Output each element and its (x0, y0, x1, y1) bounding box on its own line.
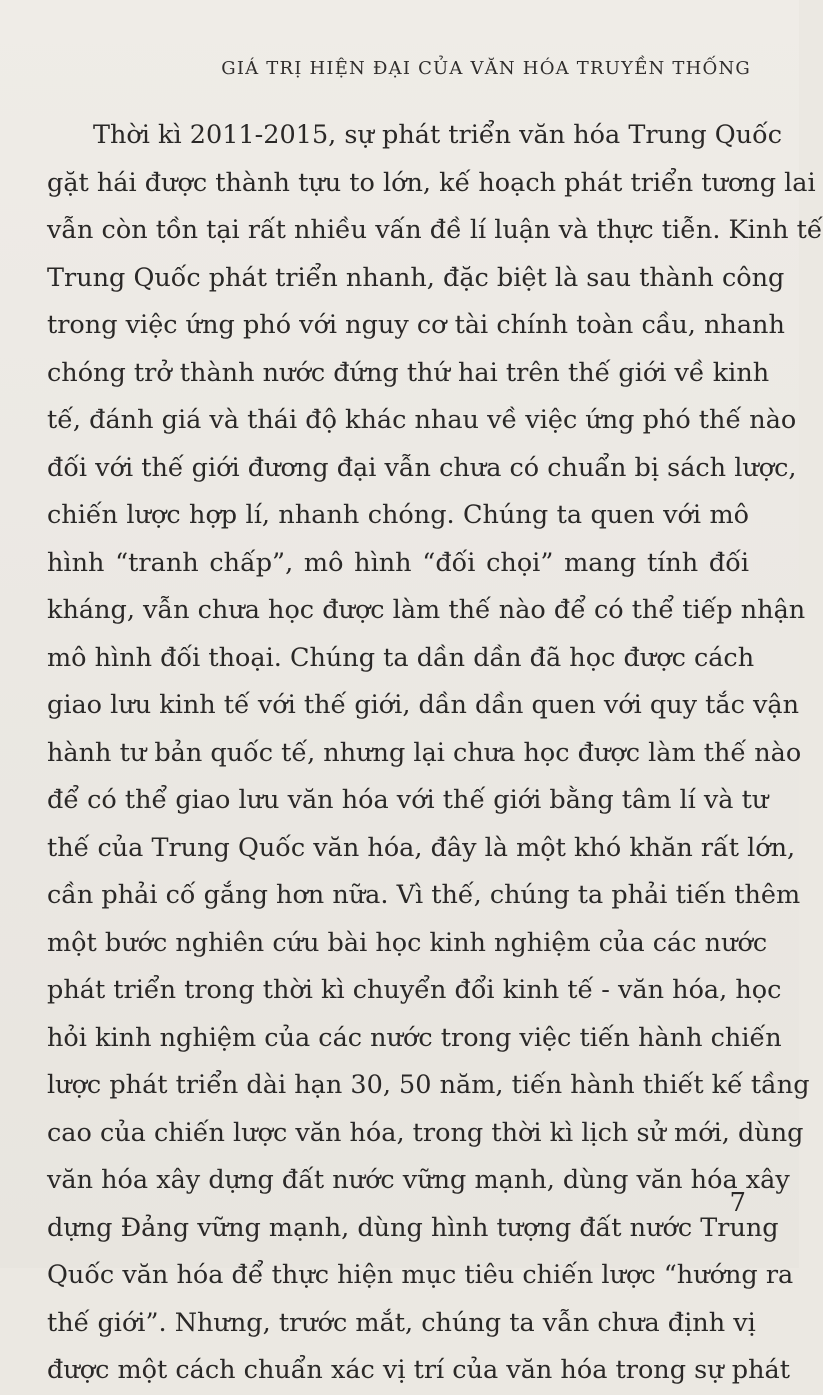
running-header: GIÁ TRỊ HIỆN ĐẠI CỦA VĂN HÓA TRUYỀN THỐNG (221, 58, 751, 79)
text-line: lược phát triển dài hạn 30, 50 năm, tiến hành thiết kế tầng (47, 1070, 810, 1100)
body-text (47, 112, 823, 1395)
text-line: văn hóa xây dựng đất nước vững mạnh, dùng văn hóa xây (47, 1165, 790, 1195)
page-number: 7 (729, 1188, 746, 1218)
text-line: dựng Đảng vững mạnh, dùng hình tượng đất nước Trung (47, 1212, 779, 1243)
text-line: trong việc ứng phó với nguy cơ tài chính toàn cầu, nhanh (47, 310, 785, 340)
text-line: hình “tranh chấp”, mô hình “đối chọi” mang tính đối (47, 547, 749, 578)
text-line: để có thể giao lưu văn hóa với thế giới bằng tâm lí và tư (47, 785, 769, 815)
text-line: gặt hái được thành tựu to lớn, kế hoạch phát triển tương lai (47, 167, 816, 198)
text-line: Quốc văn hóa để thực hiện mục tiêu chiến lược “hướng ra (47, 1260, 794, 1290)
text-line: được một cách chuẩn xác vị trí của văn hóa trong sự phát (47, 1355, 790, 1385)
text-line: thế giới”. Nhưng, trước mắt, chúng ta vẫn chưa định vị (47, 1307, 756, 1338)
text-line: giao lưu kinh tế với thế giới, dần dần quen với quy tắc vận (47, 690, 800, 720)
text-line: đối với thế giới đương đại vẫn chưa có chuẩn bị sách lược, (47, 452, 797, 483)
text-line: hỏi kinh nghiệm của các nước trong việc tiến hành chiến (47, 1022, 782, 1053)
text-line: thế của Trung Quốc văn hóa, đây là một khó khăn rất lớn, (47, 832, 796, 863)
text-line: chiến lược hợp lí, nhanh chóng. Chúng ta quen với mô (47, 500, 749, 530)
text-line: hành tư bản quốc tế, nhưng lại chưa học được làm thế nào (47, 737, 802, 768)
text-line: phát triển trong thời kì chuyển đổi kinh tế - văn hóa, học (47, 975, 782, 1005)
text-line: vẫn còn tồn tại rất nhiều vấn đề lí luận và thực tiễn. Kinh tế (47, 215, 823, 245)
text-line: mô hình đối thoại. Chúng ta dần dần đã học được cách (47, 642, 755, 673)
text-line: kháng, vẫn chưa học được làm thế nào để có thể tiếp nhận (47, 595, 806, 625)
text-line: một bước nghiên cứu bài học kinh nghiệm của các nước (47, 927, 768, 958)
text-line: chóng trở thành nước đứng thứ hai trên thế giới về kinh (47, 357, 770, 388)
text-line: Thời kì 2011-2015, sự phát triển văn hóa Trung Quốc (93, 120, 783, 150)
text-line: cần phải cố gắng hơn nữa. Vì thế, chúng ta phải tiến thêm (47, 880, 801, 910)
text-line: Trung Quốc phát triển nhanh, đặc biệt là sau thành công (47, 262, 785, 293)
text-line: cao của chiến lược văn hóa, trong thời kì lịch sử mới, dùng (47, 1117, 804, 1148)
text-line: tế, đánh giá và thái độ khác nhau về việc ứng phó thế nào (47, 405, 797, 435)
